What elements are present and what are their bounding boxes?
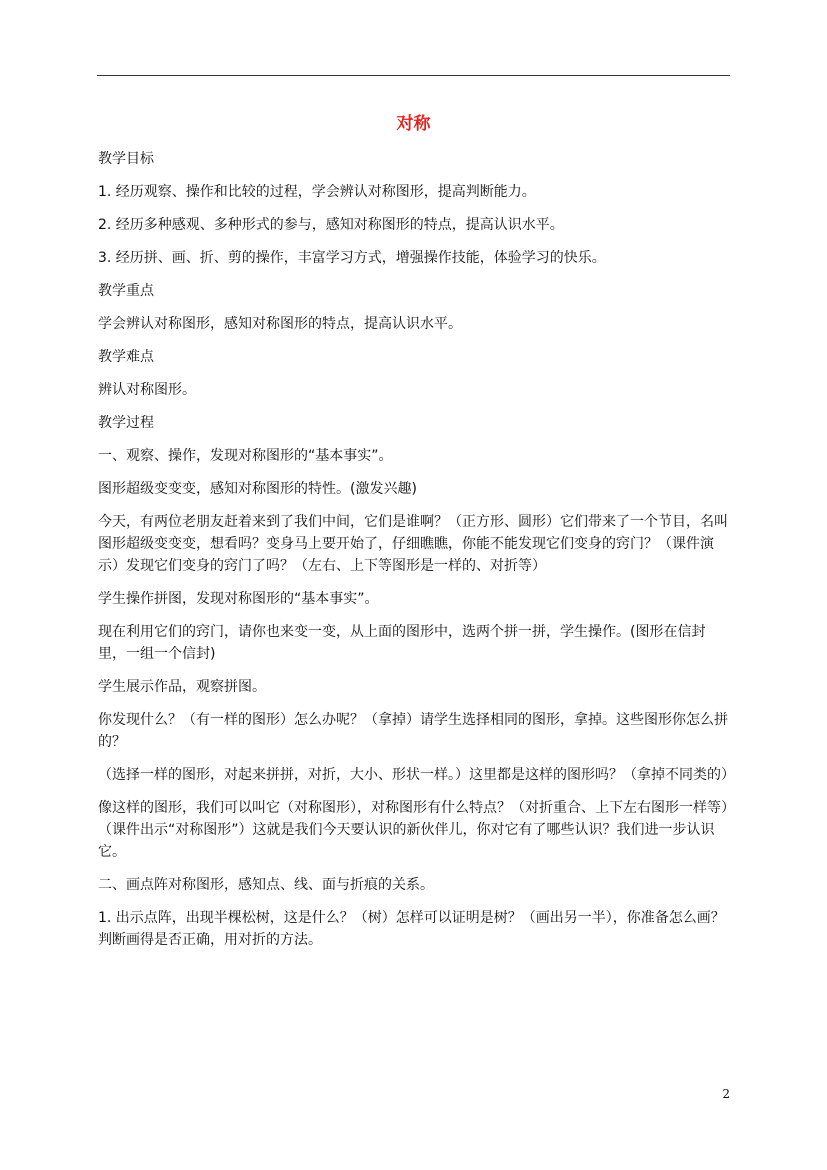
page-number: 2 [722, 1087, 730, 1101]
objective-3: 3. 经历拼、画、折、剪的操作，丰富学习方式，增强操作技能，体验学习的快乐。 [98, 250, 606, 266]
document-title: 对称 [396, 114, 431, 134]
process-paragraph: 1. 出示点阵，出现半棵松树，这是什么？（树）怎样可以证明是树？（画出另一半），你准备怎么画？判断画得是否正确，用对折的方法。 [98, 910, 725, 948]
process-paragraph: 图形超级变变变，感知对称图形的特性。(激发兴趣) [98, 481, 417, 497]
section-heading-process: 教学过程 [98, 415, 154, 431]
process-paragraph: 你发现什么？（有一样的图形）怎么办呢？（拿掉）请学生选择相同的图形，拿掉。这些图形你怎么拼的？ [98, 712, 728, 750]
objective-2: 2. 经历多种感观、多种形式的参与，感知对称图形的特点，提高认识水平。 [98, 217, 564, 233]
key-points-text: 学会辨认对称图形，感知对称图形的特点，提高认识水平。 [98, 316, 462, 332]
process-paragraph: 今天，有两位老朋友赶着来到了我们中间，它们是谁啊？（正方形、圆形）它们带来了一个节目，名叫图形超级变变变，想看吗？变身马上要开始了，仔细瞧瞧，你能不能发现它们变身的窍门？（课件演示）发现它们变身的窍门了吗？（左右、上下等图形是一样的、对折等） [98, 514, 728, 574]
header-rule [97, 75, 730, 76]
process-paragraph: 现在利用它们的窍门，请你也来变一变，从上面的图形中，选两个拼一拼，学生操作。(图形在信封里，一组一个信封) [98, 624, 706, 662]
objective-1: 1. 经历观察、操作和比较的过程，学会辨认对称图形，提高判断能力。 [98, 184, 536, 200]
process-part-1-heading: 一、观察、操作，发现对称图形的“基本事实”。 [98, 448, 393, 464]
process-paragraph: （选择一样的图形，对起来拼拼，对折，大小、形状一样。）这里都是这样的图形吗？（拿掉不同类的） [98, 767, 735, 783]
process-paragraph: 像这样的图形，我们可以叫它（对称图形），对称图形有什么特点？（对折重合、上下左右图形一样等）（课件出示“对称图形”）这就是我们今天要认识的新伙伴儿，你对它有了哪些认识？我们进一步认识它。 [98, 800, 728, 860]
section-heading-difficulties: 教学难点 [98, 349, 154, 365]
process-part-2-heading: 二、画点阵对称图形，感知点、线、面与折痕的关系。 [98, 877, 434, 893]
process-paragraph: 学生操作拼图，发现对称图形的“基本事实”。 [98, 591, 379, 607]
section-heading-objectives: 教学目标 [98, 151, 154, 167]
difficulties-text: 辨认对称图形。 [98, 382, 196, 398]
section-heading-key-points: 教学重点 [98, 283, 154, 299]
process-paragraph: 学生展示作品，观察拼图。 [98, 679, 266, 695]
document-body [98, 148, 735, 962]
